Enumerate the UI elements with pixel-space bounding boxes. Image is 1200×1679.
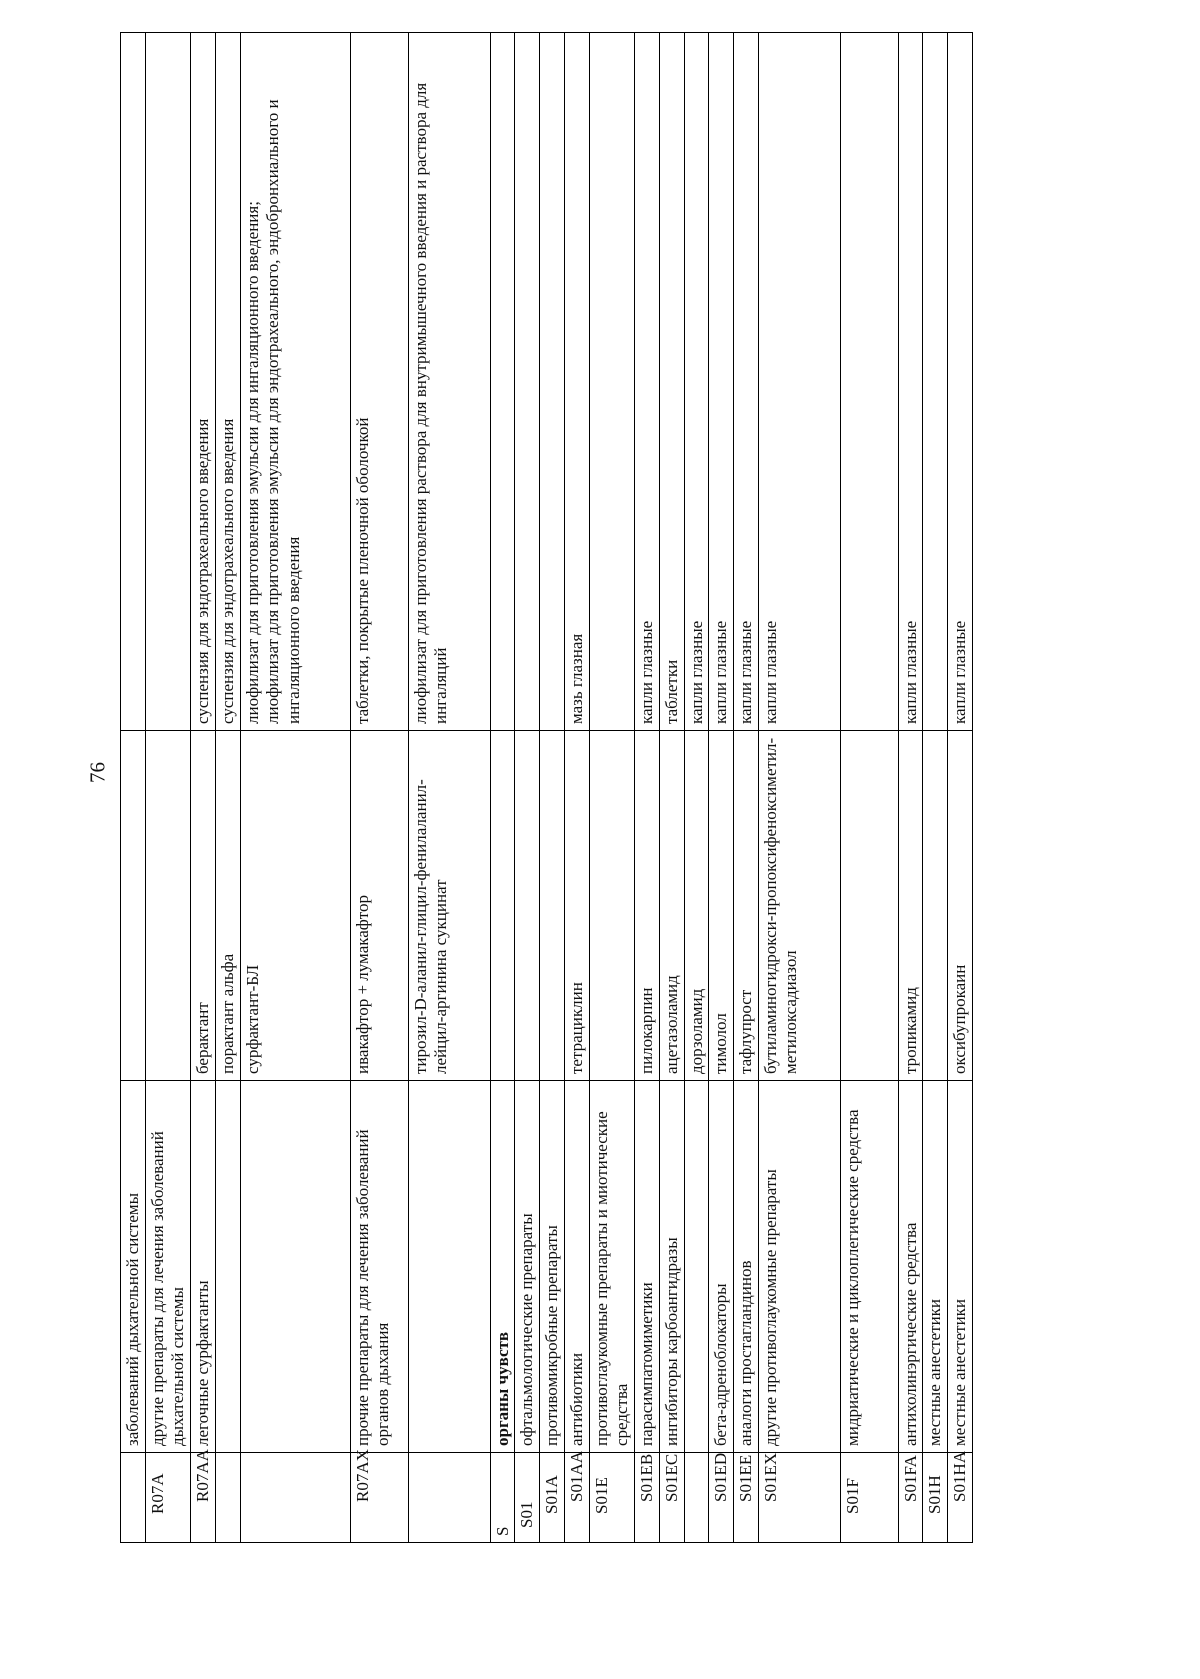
table-row — [709, 33, 734, 1543]
dosage-form-cell — [540, 33, 565, 731]
group-name-cell: местные анестетики — [923, 1081, 948, 1453]
dosage-form-cell — [515, 33, 540, 731]
drug-name-cell: сурфактант-БЛ — [240, 731, 350, 1081]
atc-code-cell: S01HA — [948, 1453, 973, 1543]
dosage-form-cell — [350, 33, 408, 731]
table-row — [240, 33, 350, 1543]
drug-name-cell: берактант — [191, 731, 216, 1081]
group-name-cell: заболеваний дыхательной системы — [121, 1081, 146, 1453]
atc-code-cell — [408, 1453, 490, 1543]
dosage-form-text: капли глазные — [950, 620, 970, 724]
group-name-cell: антихолинэргические средства — [898, 1081, 923, 1453]
dosage-form-text: лиофилизат для приготовления раствора для внутримышечного введения и раствора для ингаляций — [410, 82, 451, 724]
atc-code-cell: S01F — [840, 1453, 898, 1543]
group-name-cell: прочие препараты для лечения заболеваний органов дыхания — [350, 1081, 408, 1453]
table-row — [758, 33, 840, 1543]
dosage-form-cell — [709, 33, 734, 731]
drug-name-cell: ивакафтор + лумакафтор — [350, 731, 408, 1081]
table-row — [635, 33, 660, 1543]
table-row — [490, 33, 515, 1543]
dosage-form-text: капли глазные — [736, 620, 756, 724]
atc-code-cell: S01EX — [758, 1453, 840, 1543]
drug-name-cell: тирозил-D-аланил-глицил-фенилаланил-лейцил-аргинина сукцинат — [408, 731, 490, 1081]
dosage-form-cell — [215, 33, 240, 731]
group-name-cell: бета-адреноблокаторы — [709, 1081, 734, 1453]
dosage-form-text: суспензия для эндотрахеального введения — [193, 418, 213, 724]
dosage-form-cell — [145, 33, 190, 731]
table-row — [840, 33, 898, 1543]
dosage-form-text: таблетки, покрытые пленочной оболочкой — [352, 417, 372, 724]
drug-name-cell: порактант альфа — [215, 731, 240, 1081]
atc-code-cell: S01EC — [659, 1453, 684, 1543]
group-name-cell — [215, 1081, 240, 1453]
group-name-cell: другие препараты для лечения заболеваний дыхательной системы — [145, 1081, 190, 1453]
table-row — [898, 33, 923, 1543]
dosage-form-cell — [659, 33, 684, 731]
group-name-cell: мидриатические и циклоплегические средства — [840, 1081, 898, 1453]
drug-name-cell: ацетазоламид — [659, 731, 684, 1081]
atc-code-cell: S01EB — [635, 1453, 660, 1543]
atc-code-cell — [215, 1453, 240, 1543]
atc-code-cell: S01EE — [734, 1453, 759, 1543]
atc-code-cell: S — [490, 1453, 515, 1543]
drug-name-cell — [145, 731, 190, 1081]
table-row — [734, 33, 759, 1543]
dosage-form-cell — [948, 33, 973, 731]
group-name-cell: местные анестетики — [948, 1081, 973, 1453]
group-name-cell: аналоги простагландинов — [734, 1081, 759, 1453]
atc-code-cell: S01 — [515, 1453, 540, 1543]
table-row — [408, 33, 490, 1543]
dosage-form-cell — [840, 33, 898, 731]
drug-name-cell: тетрациклин — [564, 731, 589, 1081]
dosage-form-cell — [564, 33, 589, 731]
group-name-cell — [240, 1081, 350, 1453]
page-number: 76 — [85, 762, 110, 783]
atc-code-cell — [240, 1453, 350, 1543]
dosage-form-text: таблетки — [661, 659, 681, 724]
dosage-form-cell — [240, 33, 350, 731]
table-row — [923, 33, 948, 1543]
table-row — [191, 33, 216, 1543]
atc-code-cell: R07A — [145, 1453, 190, 1543]
drug-name-cell — [589, 731, 634, 1081]
atc-code-cell — [684, 1453, 709, 1543]
dosage-form-text: капли глазные — [900, 620, 920, 724]
dosage-form-cell — [635, 33, 660, 731]
drug-name-cell — [923, 731, 948, 1081]
atc-code-cell: R07AX — [350, 1453, 408, 1543]
group-name-cell: офтальмологические препараты — [515, 1081, 540, 1453]
group-name-cell: легочные сурфактанты — [191, 1081, 216, 1453]
table-row — [121, 33, 146, 1543]
drug-name-cell: тропикамид — [898, 731, 923, 1081]
dosage-form-cell — [490, 33, 515, 731]
table-row — [515, 33, 540, 1543]
dosage-form-text: капли глазные — [637, 620, 657, 724]
drug-name-cell: пилокарпин — [635, 731, 660, 1081]
atc-code-cell — [121, 1453, 146, 1543]
group-name-cell: антибиотики — [564, 1081, 589, 1453]
dosage-form-cell — [191, 33, 216, 731]
table-row — [948, 33, 973, 1543]
atc-code-cell: R07AA — [191, 1453, 216, 1543]
table-row — [145, 33, 190, 1543]
rotated-page — [120, 33, 1060, 1543]
atc-code-cell: S01H — [923, 1453, 948, 1543]
dosage-form-cell — [121, 33, 146, 731]
table-row — [684, 33, 709, 1543]
table-row — [215, 33, 240, 1543]
group-name-cell: ингибиторы карбоангидразы — [659, 1081, 684, 1453]
atc-code-cell: S01FA — [898, 1453, 923, 1543]
drug-name-cell — [540, 731, 565, 1081]
drug-table-body — [121, 33, 973, 1543]
drug-name-cell: бутиламиногидрокси-пропоксифеноксиметил-метилоксадиазол — [758, 731, 840, 1081]
dosage-form-cell — [684, 33, 709, 731]
group-name-cell — [408, 1081, 490, 1453]
drug-name-cell: тафлупрост — [734, 731, 759, 1081]
table-row — [589, 33, 634, 1543]
dosage-form-text: мазь глазная — [566, 633, 586, 724]
dosage-form-text: капли глазные — [711, 620, 731, 724]
drug-name-cell — [490, 731, 515, 1081]
table-row — [659, 33, 684, 1543]
drug-name-cell: тимолол — [709, 731, 734, 1081]
group-name-cell: органы чувств — [490, 1081, 515, 1453]
group-name-cell: противомикробные препараты — [540, 1081, 565, 1453]
dosage-form-cell — [923, 33, 948, 731]
dosage-form-cell — [898, 33, 923, 731]
dosage-form-text: лиофилизат для приготовления эмульсии для ингаляционного введения; — [242, 201, 262, 724]
drug-table — [120, 32, 973, 1543]
dosage-form-cell — [408, 33, 490, 731]
dosage-form-cell — [758, 33, 840, 731]
group-name-cell: парасимпатомиметики — [635, 1081, 660, 1453]
dosage-form-cell — [734, 33, 759, 731]
atc-code-cell: S01AA — [564, 1453, 589, 1543]
dosage-form-text: капли глазные — [760, 620, 780, 724]
drug-name-cell — [121, 731, 146, 1081]
table-row — [350, 33, 408, 1543]
drug-name-cell: дорзоламид — [684, 731, 709, 1081]
drug-name-cell — [840, 731, 898, 1081]
table-row — [564, 33, 589, 1543]
atc-code-cell: S01E — [589, 1453, 634, 1543]
group-name-cell: другие противоглаукомные препараты — [758, 1081, 840, 1453]
table-row — [540, 33, 565, 1543]
dosage-form-cell — [589, 33, 634, 731]
dosage-form-text: лиофилизат для приготовления эмульсии для эндотрахеального, эндобронхиального и ингаляционного введения — [263, 99, 304, 724]
dosage-form-text: капли глазные — [686, 620, 706, 724]
dosage-form-text: суспензия для эндотрахеального введения — [217, 418, 237, 724]
drug-name-cell: оксибупрокаин — [948, 731, 973, 1081]
group-name-cell — [684, 1081, 709, 1453]
atc-code-cell: S01ED — [709, 1453, 734, 1543]
group-name-cell: противоглаукомные препараты и миотические средства — [589, 1081, 634, 1453]
drug-name-cell — [515, 731, 540, 1081]
atc-code-cell: S01A — [540, 1453, 565, 1543]
